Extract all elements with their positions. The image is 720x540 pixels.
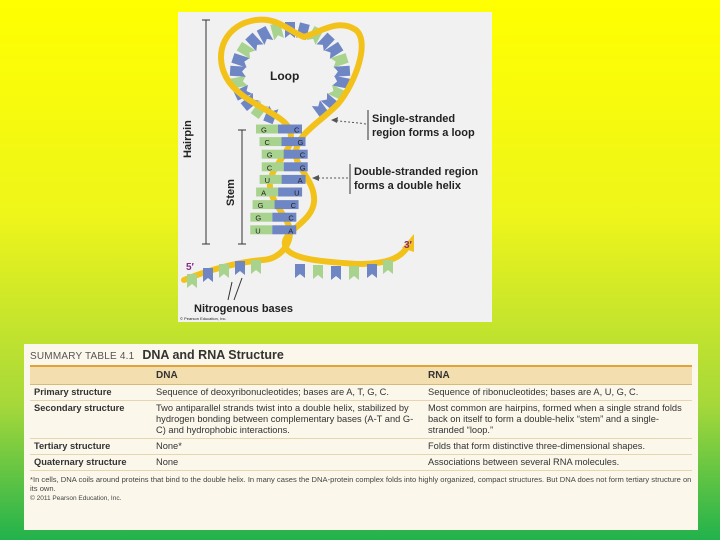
base-pair [253, 200, 299, 210]
base-pair [262, 150, 308, 160]
base-letter-left: G [257, 201, 264, 211]
tail-base [383, 260, 393, 274]
loop-label: Loop [270, 69, 300, 83]
table-row [30, 455, 692, 471]
table-column-headers [30, 367, 692, 385]
table-row [30, 401, 692, 439]
base-letter-right: U [294, 188, 300, 198]
base-letter-right: A [297, 175, 303, 185]
row-rna-cell: Sequence of ribonucleotides; bases are A, U, G, C. [428, 387, 639, 397]
row-dna-cell: None* [156, 441, 182, 451]
tail-base [235, 261, 245, 275]
table-footnote: *In cells, DNA coils around proteins that bind to the double helix. In many cases the DNA-protein complex folds into highly organized, compact structures. But DNA does not form tertiary structure on its own. [30, 475, 692, 493]
loop-base [334, 66, 351, 77]
five-prime-label: 5′ [186, 262, 194, 273]
base-letter-left: C [266, 163, 273, 173]
tail-base [349, 266, 359, 280]
base-pointer-2 [234, 278, 242, 300]
row-rna-cell: Folds that form distinctive three-dimensional shapes. [428, 441, 646, 451]
stem-base-pairs [250, 125, 307, 236]
three-prime-label: 3′ [404, 240, 412, 251]
single-stranded-label-line2: region forms a loop [372, 127, 475, 139]
table-header [30, 348, 692, 367]
row-dna-cell: None [156, 457, 179, 467]
row-label: Primary structure [34, 387, 112, 397]
row-label: Tertiary structure [34, 441, 111, 451]
base-pointer-1 [228, 282, 232, 300]
tail-base [219, 264, 229, 278]
base-letter-right: G [297, 138, 304, 148]
base-pair [260, 175, 306, 185]
tail-base [295, 264, 305, 278]
base-letter-right: C [288, 213, 294, 223]
base-letter-left: G [255, 213, 262, 223]
base-letter-left: G [266, 150, 273, 160]
base-pair [250, 213, 296, 223]
base-letter-right: A [288, 226, 294, 236]
table-copyright: © 2011 Pearson Education, Inc. [30, 495, 122, 502]
double-stranded-label-line2: forms a double helix [354, 180, 461, 192]
tail-base [251, 260, 261, 274]
single-stranded-pointer [333, 120, 366, 124]
base-letter-right: C [294, 125, 300, 135]
base-pair [256, 125, 302, 135]
double-stranded-label-line1: Double-stranded region [354, 166, 479, 178]
figure-copyright: © Pearson Education, Inc. [180, 316, 227, 321]
table-label: SUMMARY TABLE 4.1 [30, 351, 135, 362]
row-dna-cell: Sequence of deoxyribonucleotides; bases are A, T, G, C. [156, 387, 389, 397]
nitrogenous-bases-label: Nitrogenous bases [194, 303, 294, 315]
base-pair [256, 188, 302, 198]
base-letter-left: U [255, 226, 261, 236]
tail-base [331, 266, 341, 280]
tail-base [313, 265, 323, 279]
row-dna-cell: Two antiparallel strands twist into a double helix, stabilized by hydrogen bonding between complementary bases (A-T and G-C) and hydrophobic interactions. [156, 403, 414, 435]
row-rna-cell: Associations between several RNA molecules. [428, 457, 620, 467]
loop-base [230, 66, 247, 77]
row-rna-cell: Most common are hairpins, formed when a single strand folds back on itself to form a double-helix “stem” and a single-stranded “loop.” [428, 403, 682, 435]
rna-hairpin-figure [178, 12, 492, 322]
tail-base [187, 274, 197, 288]
base-pair [262, 162, 308, 172]
tail-base [203, 268, 213, 282]
base-letter-right: C [299, 150, 306, 160]
tail-base [367, 264, 377, 278]
table-row [30, 439, 692, 455]
rna-hairpin-diagram [178, 12, 492, 322]
base-letter-right: C [290, 201, 296, 211]
base-letter-left: C [264, 138, 270, 148]
summary-table [24, 344, 698, 530]
column-header-rna: RNA [428, 370, 450, 381]
stem-label: Stem [225, 179, 237, 206]
table-title: DNA and RNA Structure [142, 348, 284, 362]
base-letter-left: U [264, 175, 271, 185]
base-pair [260, 137, 306, 147]
row-label: Secondary structure [34, 403, 125, 413]
base-letter-right: G [299, 163, 306, 173]
single-stranded-label-line1: Single-stranded [372, 113, 456, 125]
base-pair [250, 225, 296, 235]
hairpin-label: Hairpin [182, 120, 194, 158]
base-letter-left: G [261, 125, 267, 135]
base-letter-left: A [261, 188, 267, 198]
table-row [30, 385, 692, 401]
column-header-dna: DNA [156, 370, 178, 381]
row-label: Quaternary structure [34, 457, 127, 467]
